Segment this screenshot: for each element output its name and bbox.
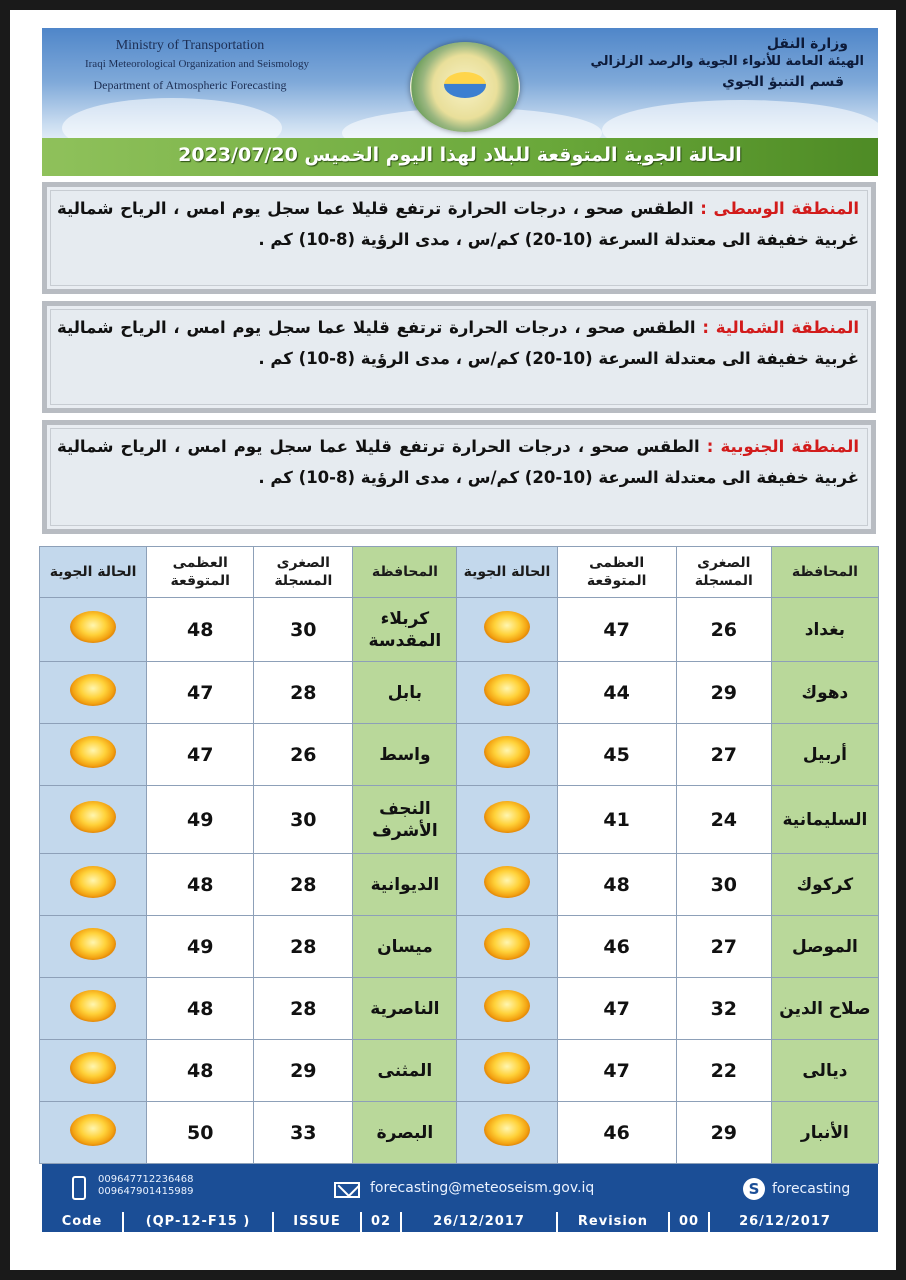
province-cell: الأنبار [771, 1102, 878, 1164]
province-cell: الموصل [771, 916, 878, 978]
region-label: المنطقة الشمالية : [702, 318, 859, 337]
issue-number: 02 [362, 1212, 402, 1232]
sunny-icon [484, 674, 530, 706]
weather-cell [457, 598, 557, 662]
header-province: المحافظة [353, 547, 457, 598]
max-temp-cell: 47 [557, 978, 676, 1040]
region-label: المنطقة الوسطى : [700, 199, 859, 218]
min-temp-cell: 27 [676, 724, 771, 786]
max-temp-cell: 48 [147, 598, 254, 662]
province-cell: دهوك [771, 662, 878, 724]
table-row [40, 854, 879, 916]
weather-cell [40, 786, 147, 854]
revision-number: 00 [670, 1212, 710, 1232]
max-temp-cell: 48 [557, 854, 676, 916]
footer [42, 1164, 878, 1232]
forecast-table [39, 546, 879, 1164]
sunny-icon [70, 990, 116, 1022]
department-name-ar: قسم التنبؤ الجوي [722, 74, 844, 90]
max-temp-cell: 49 [147, 786, 254, 854]
max-temp-cell: 44 [557, 662, 676, 724]
issue-label: ISSUE [274, 1212, 362, 1232]
region-forecast: الطقس صحو ، درجات الحرارة ترتفع قليلا عما سجل يوم امس ، الرياح شمالية غربية خفيفة الى معتدلة السرعة (10-20) كم/س ، مدى الرؤية (8-10) كم . [57, 437, 859, 487]
max-temp-cell: 45 [557, 724, 676, 786]
header-banner [42, 28, 878, 148]
weather-cell [457, 662, 557, 724]
table-row [40, 724, 879, 786]
max-temp-cell: 47 [147, 724, 254, 786]
sunny-icon [484, 1052, 530, 1084]
province-cell: واسط [353, 724, 457, 786]
phone-number: 009647901415989 [98, 1186, 194, 1197]
min-temp-cell: 28 [254, 978, 353, 1040]
region-forecast: الطقس صحو ، درجات الحرارة ترتفع قليلا عما سجل يوم امس ، الرياح شمالية غربية خفيفة الى معتدلة السرعة (10-20) كم/س ، مدى الرؤية (8-10) كم . [57, 318, 859, 368]
sunny-icon [70, 674, 116, 706]
max-temp-cell: 50 [147, 1102, 254, 1164]
min-temp-cell: 30 [254, 786, 353, 854]
weather-cell [40, 724, 147, 786]
email-address: forecasting@meteoseism.gov.iq [370, 1180, 595, 1196]
sunny-icon [484, 928, 530, 960]
issue-date: 26/12/2017 [402, 1212, 558, 1232]
region-northern [42, 301, 876, 413]
header-min: الصغرى المسجلة [254, 547, 353, 598]
sunny-icon [70, 1052, 116, 1084]
province-cell: السليمانية [771, 786, 878, 854]
sunny-icon [70, 928, 116, 960]
max-temp-cell: 46 [557, 1102, 676, 1164]
sunny-icon [70, 736, 116, 768]
sunny-icon [484, 990, 530, 1022]
min-temp-cell: 30 [254, 598, 353, 662]
weather-cell [40, 662, 147, 724]
min-temp-cell: 28 [254, 662, 353, 724]
province-cell: كركوك [771, 854, 878, 916]
region-central [42, 182, 876, 294]
max-temp-cell: 46 [557, 916, 676, 978]
min-temp-cell: 29 [676, 1102, 771, 1164]
min-temp-cell: 26 [254, 724, 353, 786]
province-cell: أربيل [771, 724, 878, 786]
weather-cell [40, 1102, 147, 1164]
sunny-icon [484, 866, 530, 898]
province-cell: الديوانية [353, 854, 457, 916]
province-cell: صلاح الدين [771, 978, 878, 1040]
title-bar [42, 138, 878, 176]
max-temp-cell: 48 [147, 854, 254, 916]
region-central-text [57, 193, 859, 255]
max-temp-cell: 47 [147, 662, 254, 724]
table-header-row [40, 547, 879, 598]
sunny-icon [70, 611, 116, 643]
ministry-name-ar: وزارة النقل [766, 36, 848, 52]
province-cell: ميسان [353, 916, 457, 978]
max-temp-cell: 47 [557, 1040, 676, 1102]
region-northern-text [57, 312, 859, 374]
max-temp-cell: 48 [147, 978, 254, 1040]
min-temp-cell: 28 [254, 916, 353, 978]
min-temp-cell: 33 [254, 1102, 353, 1164]
sunny-icon [70, 801, 116, 833]
max-temp-cell: 41 [557, 786, 676, 854]
table-row [40, 662, 879, 724]
code-label: Code [42, 1212, 124, 1232]
header-weather: الحالة الجوية [40, 547, 147, 598]
weather-cell [457, 916, 557, 978]
organization-name-ar: الهيئة العامة للأنواء الجوية والرصد الزلزالي [590, 54, 864, 69]
header-min: الصغرى المسجلة [676, 547, 771, 598]
table-row [40, 1102, 879, 1164]
header-max: العظمى المتوقعة [557, 547, 676, 598]
province-cell: المثنى [353, 1040, 457, 1102]
revision-label: Revision [558, 1212, 670, 1232]
min-temp-cell: 28 [254, 854, 353, 916]
email-icon [334, 1182, 360, 1198]
sunny-icon [484, 611, 530, 643]
province-cell: بابل [353, 662, 457, 724]
bulletin-page [10, 10, 896, 1270]
province-cell: النجف الأشرف [353, 786, 457, 854]
code-value: (QP-12-F15 ) [124, 1212, 274, 1232]
sunny-icon [484, 1114, 530, 1146]
province-cell: البصرة [353, 1102, 457, 1164]
weather-cell [40, 854, 147, 916]
table-row [40, 978, 879, 1040]
weather-cell [40, 598, 147, 662]
min-temp-cell: 24 [676, 786, 771, 854]
header-max: العظمى المتوقعة [147, 547, 254, 598]
weather-cell [457, 1102, 557, 1164]
table-row [40, 786, 879, 854]
min-temp-cell: 22 [676, 1040, 771, 1102]
region-southern-text [57, 431, 859, 493]
weather-cell [457, 1040, 557, 1102]
phone-numbers [98, 1174, 193, 1198]
sunny-icon [70, 866, 116, 898]
max-temp-cell: 48 [147, 1040, 254, 1102]
organization-logo [410, 42, 520, 132]
weather-cell [457, 854, 557, 916]
min-temp-cell: 30 [676, 854, 771, 916]
min-temp-cell: 32 [676, 978, 771, 1040]
phone-number: 009647712236468 [98, 1174, 194, 1185]
min-temp-cell: 26 [676, 598, 771, 662]
weather-cell [457, 786, 557, 854]
sunny-icon [70, 1114, 116, 1146]
weather-cell [40, 916, 147, 978]
province-cell: الناصرية [353, 978, 457, 1040]
table-row [40, 916, 879, 978]
min-temp-cell: 29 [676, 662, 771, 724]
min-temp-cell: 27 [676, 916, 771, 978]
max-temp-cell: 47 [557, 598, 676, 662]
max-temp-cell: 49 [147, 916, 254, 978]
ministry-name-en: Ministry of Transportation [115, 38, 265, 53]
sunny-icon [484, 801, 530, 833]
sunny-icon [484, 736, 530, 768]
header-province: المحافظة [771, 547, 878, 598]
min-temp-cell: 29 [254, 1040, 353, 1102]
region-label: المنطقة الجنوبية : [706, 437, 859, 456]
department-name-en: Department of Atmospheric Forecasting [93, 78, 287, 92]
weather-cell [457, 724, 557, 786]
region-southern [42, 420, 876, 534]
weather-cell [40, 978, 147, 1040]
province-cell: ديالى [771, 1040, 878, 1102]
table-row [40, 598, 879, 662]
province-cell: بغداد [771, 598, 878, 662]
organization-name-en: Iraqi Meteorological Organization and Seismology [84, 58, 310, 70]
header-weather: الحالة الجوية [457, 547, 557, 598]
skype-name: forecasting [772, 1181, 851, 1197]
weather-cell [40, 1040, 147, 1102]
skype-icon: S [743, 1178, 765, 1200]
region-forecast: الطقس صحو ، درجات الحرارة ترتفع قليلا عما سجل يوم امس ، الرياح شمالية غربية خفيفة الى معتدلة السرعة (10-20) كم/س ، مدى الرؤية (8-10) كم . [57, 199, 859, 249]
revision-date: 26/12/2017 [739, 1214, 831, 1229]
phone-icon [72, 1176, 86, 1200]
weather-cell [457, 978, 557, 1040]
table-row [40, 1040, 879, 1102]
province-cell: كربلاء المقدسة [353, 598, 457, 662]
document-code-bar [42, 1212, 878, 1232]
page-title: الحالة الجوية المتوقعة للبلاد لهذا اليوم الخميس 2023/07/20 [178, 144, 742, 166]
